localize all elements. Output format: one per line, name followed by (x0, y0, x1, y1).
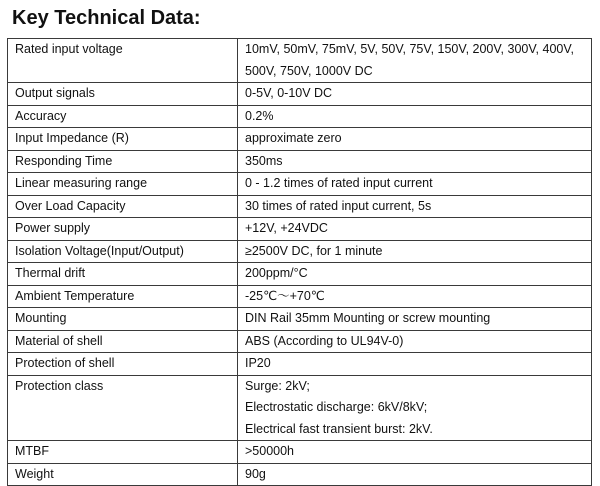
table-row (8, 375, 592, 441)
parameter-value-cell (238, 353, 592, 376)
parameter-value-line: -25℃～+70℃ (245, 288, 325, 303)
parameter-name-cell (8, 308, 238, 331)
parameter-name-cell (8, 83, 238, 106)
parameter-value-cell (238, 463, 592, 486)
parameter-name-cell (8, 150, 238, 173)
parameter-name-cell (8, 173, 238, 196)
parameter-value-cell (238, 128, 592, 151)
parameter-value-line: 0-5V, 0-10V DC (245, 86, 333, 100)
parameter-name: Mounting (15, 311, 67, 325)
parameter-value-line: 350ms (245, 153, 283, 168)
parameter-value-line: >50000h (245, 444, 295, 458)
table-row (8, 150, 592, 173)
parameter-name-cell (8, 441, 238, 464)
parameter-value-cell (238, 330, 592, 353)
technical-data-table-body (8, 39, 592, 486)
parameter-value-line: ABS (According to UL94V-0) (245, 333, 404, 348)
parameter-name-cell (8, 39, 238, 83)
parameter-value-cell (238, 83, 592, 106)
parameter-name: Ambient Temperature (15, 288, 135, 303)
table-row (8, 240, 592, 263)
table-row (8, 83, 592, 106)
parameter-value-line: Electrical fast transient burst: 2kV. (245, 421, 433, 436)
table-row (8, 441, 592, 464)
parameter-name: Input Impedance (R) (15, 131, 129, 145)
parameter-value-cell (238, 308, 592, 331)
parameter-value-cell (238, 105, 592, 128)
parameter-name: Material of shell (15, 333, 103, 348)
parameter-name: Rated input voltage (15, 42, 123, 56)
parameter-name: Thermal drift (15, 266, 86, 280)
parameter-name-cell (8, 240, 238, 263)
parameter-name: Linear measuring range (15, 176, 148, 190)
parameter-value-line: 200ppm/°C (245, 266, 308, 280)
parameter-name: Weight (15, 466, 54, 481)
parameter-value-line: 10mV, 50mV, 75mV, 5V, 50V, 75V, 150V, 200V, 300V, 400V, (245, 42, 575, 56)
table-row (8, 195, 592, 218)
table-row (8, 463, 592, 486)
parameter-value-line: 0 - 1.2 times of rated input current (245, 176, 433, 190)
parameter-name: Output signals (15, 86, 95, 100)
parameter-value-cell (238, 195, 592, 218)
table-row (8, 285, 592, 308)
parameter-name-cell (8, 375, 238, 441)
table-row (8, 173, 592, 196)
parameter-name: Responding Time (15, 153, 113, 168)
parameter-value-cell (238, 375, 592, 441)
parameter-name-cell (8, 353, 238, 376)
table-row (8, 39, 592, 83)
parameter-value-cell (238, 39, 592, 83)
parameter-value-line: 90g (245, 466, 266, 481)
parameter-name-cell (8, 218, 238, 241)
parameter-value-cell (238, 263, 592, 286)
parameter-value-line: approximate zero (245, 131, 342, 145)
table-row (8, 308, 592, 331)
table-row (8, 218, 592, 241)
parameter-value-line: 0.2% (245, 108, 274, 123)
parameter-value-line: 500V, 750V, 1000V DC (245, 63, 373, 78)
parameter-name: Protection of shell (15, 356, 115, 370)
parameter-name-cell (8, 285, 238, 308)
parameter-value-cell (238, 441, 592, 464)
parameter-value-cell (238, 173, 592, 196)
parameter-value-line: Electrostatic discharge: 6kV/8kV; (245, 400, 428, 414)
parameter-value-line: ≥2500V DC, for 1 minute (245, 243, 383, 258)
parameter-value-cell (238, 285, 592, 308)
parameter-name: MTBF (15, 444, 50, 458)
parameter-value-cell (238, 218, 592, 241)
technical-data-table (7, 38, 592, 486)
parameter-value-line: 30 times of rated input current, 5s (245, 198, 432, 213)
parameter-name: Accuracy (15, 108, 67, 123)
table-row (8, 263, 592, 286)
section-heading: Key Technical Data: (12, 7, 201, 29)
parameter-value-line: Surge: 2kV; (245, 378, 310, 393)
parameter-name-cell (8, 195, 238, 218)
table-row (8, 128, 592, 151)
parameter-value-line: IP20 (245, 356, 271, 370)
parameter-name-cell (8, 263, 238, 286)
parameter-value-cell (238, 240, 592, 263)
table-row (8, 353, 592, 376)
parameter-name: Power supply (15, 221, 91, 235)
parameter-name: Over Load Capacity (15, 198, 126, 213)
parameter-name-cell (8, 128, 238, 151)
parameter-name-cell (8, 463, 238, 486)
parameter-value-line: +12V, +24VDC (245, 221, 328, 235)
parameter-value-cell (238, 150, 592, 173)
parameter-name: Protection class (15, 378, 104, 393)
parameter-name: Isolation Voltage(Input/Output) (15, 243, 184, 258)
parameter-name-cell (8, 105, 238, 128)
parameter-value-line: DIN Rail 35mm Mounting or screw mounting (245, 311, 491, 325)
table-row (8, 105, 592, 128)
table-row (8, 330, 592, 353)
parameter-name-cell (8, 330, 238, 353)
